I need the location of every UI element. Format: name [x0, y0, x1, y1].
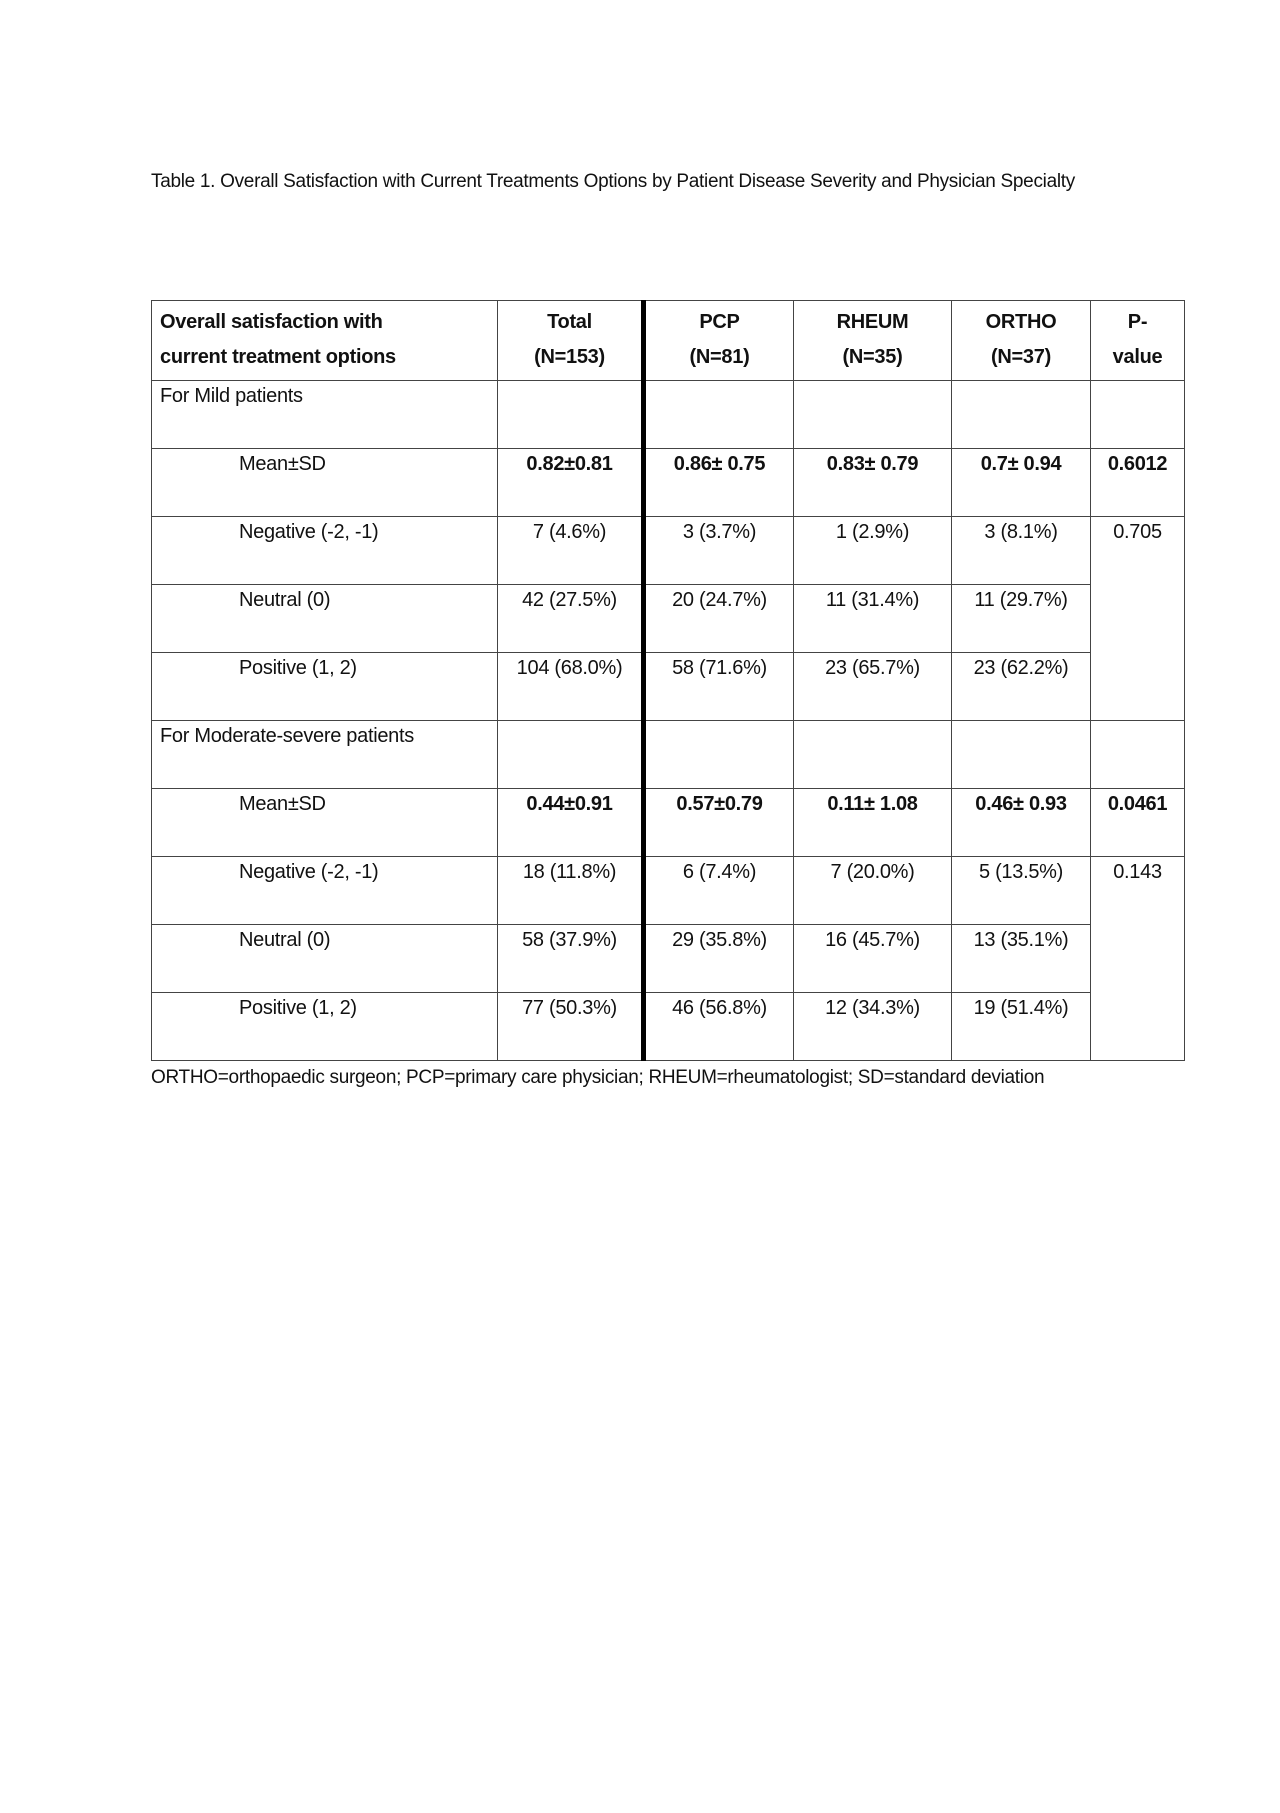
- p-value: 0.143: [1091, 857, 1185, 1061]
- value-cell: 12 (34.3%): [794, 993, 952, 1061]
- mean-value: 0.11± 1.08: [794, 789, 952, 857]
- header-line: Total: [547, 311, 592, 333]
- footnote: ORTHO=orthopaedic surgeon; PCP=primary care physician; RHEUM=rheumatologist; SD=standard deviation: [151, 1067, 1045, 1088]
- value-cell: 16 (45.7%): [794, 925, 952, 993]
- header-line: P-: [1127, 311, 1148, 333]
- group-row: [152, 721, 1185, 789]
- mean-value: 0.44±0.91: [498, 789, 644, 857]
- value-cell: 13 (35.1%): [952, 925, 1091, 993]
- mean-value: 0.86± 0.75: [644, 449, 794, 517]
- empty-cell: [498, 381, 644, 449]
- empty-cell: [1091, 721, 1185, 789]
- row-label: Negative (-2, -1): [152, 517, 498, 585]
- empty-cell: [498, 721, 644, 789]
- empty-cell: [1091, 381, 1185, 449]
- value-cell: 104 (68.0%): [498, 653, 644, 721]
- table-row: [152, 925, 1185, 993]
- value-cell: 19 (51.4%): [952, 993, 1091, 1061]
- table-row: [152, 653, 1185, 721]
- header-line: RHEUM: [836, 311, 909, 333]
- column-header: [152, 301, 498, 381]
- value-cell: 46 (56.8%): [644, 993, 794, 1061]
- table-row: [152, 585, 1185, 653]
- column-header: [1091, 301, 1185, 381]
- table-row: [152, 857, 1185, 925]
- value-cell: 23 (62.2%): [952, 653, 1091, 721]
- header-line: (N=81): [689, 346, 750, 368]
- header-line: (N=35): [842, 346, 903, 368]
- header-line: Overall satisfaction with: [160, 311, 383, 333]
- table-row: [152, 993, 1185, 1061]
- value-cell: 3 (3.7%): [644, 517, 794, 585]
- value-cell: 3 (8.1%): [952, 517, 1091, 585]
- value-cell: 7 (20.0%): [794, 857, 952, 925]
- column-header: [498, 301, 644, 381]
- column-header: [952, 301, 1091, 381]
- group-row: [152, 381, 1185, 449]
- mean-row: [152, 789, 1185, 857]
- empty-cell: [794, 381, 952, 449]
- value-cell: 20 (24.7%): [644, 585, 794, 653]
- row-label: Mean±SD: [152, 449, 498, 517]
- header-row: [152, 301, 1185, 381]
- row-label: Positive (1, 2): [152, 653, 498, 721]
- value-cell: 18 (11.8%): [498, 857, 644, 925]
- column-header: [794, 301, 952, 381]
- satisfaction-table: [151, 300, 1185, 1061]
- p-value: 0.0461: [1091, 789, 1185, 857]
- value-cell: 11 (29.7%): [952, 585, 1091, 653]
- header-line: PCP: [699, 311, 740, 333]
- empty-cell: [952, 721, 1091, 789]
- mean-row: [152, 449, 1185, 517]
- p-value: 0.705: [1091, 517, 1185, 721]
- header-line: value: [1112, 346, 1163, 368]
- empty-cell: [644, 721, 794, 789]
- empty-cell: [644, 381, 794, 449]
- header-line: ORTHO: [985, 311, 1057, 333]
- empty-cell: [952, 381, 1091, 449]
- row-label: Neutral (0): [152, 585, 498, 653]
- mean-value: 0.82±0.81: [498, 449, 644, 517]
- value-cell: 6 (7.4%): [644, 857, 794, 925]
- group-label: For Moderate-severe patients: [152, 721, 498, 789]
- table-row: [152, 517, 1185, 585]
- value-cell: 7 (4.6%): [498, 517, 644, 585]
- header-line: (N=153): [534, 346, 605, 368]
- value-cell: 5 (13.5%): [952, 857, 1091, 925]
- value-cell: 42 (27.5%): [498, 585, 644, 653]
- header-line: (N=37): [991, 346, 1051, 368]
- row-label: Mean±SD: [152, 789, 498, 857]
- column-header: [644, 301, 794, 381]
- row-label: Neutral (0): [152, 925, 498, 993]
- table-title: Table 1. Overall Satisfaction with Current Treatments Options by Patient Disease Severity and Physician Specialty: [151, 171, 1075, 192]
- value-cell: 1 (2.9%): [794, 517, 952, 585]
- value-cell: 11 (31.4%): [794, 585, 952, 653]
- value-cell: 77 (50.3%): [498, 993, 644, 1061]
- p-value: 0.6012: [1091, 449, 1185, 517]
- mean-value: 0.46± 0.93: [952, 789, 1091, 857]
- mean-value: 0.57±0.79: [644, 789, 794, 857]
- row-label: Positive (1, 2): [152, 993, 498, 1061]
- value-cell: 58 (37.9%): [498, 925, 644, 993]
- header-line: current treatment options: [160, 346, 396, 368]
- value-cell: 29 (35.8%): [644, 925, 794, 993]
- mean-value: 0.83± 0.79: [794, 449, 952, 517]
- group-label: For Mild patients: [152, 381, 498, 449]
- value-cell: 23 (65.7%): [794, 653, 952, 721]
- row-label: Negative (-2, -1): [152, 857, 498, 925]
- mean-value: 0.7± 0.94: [952, 449, 1091, 517]
- empty-cell: [794, 721, 952, 789]
- value-cell: 58 (71.6%): [644, 653, 794, 721]
